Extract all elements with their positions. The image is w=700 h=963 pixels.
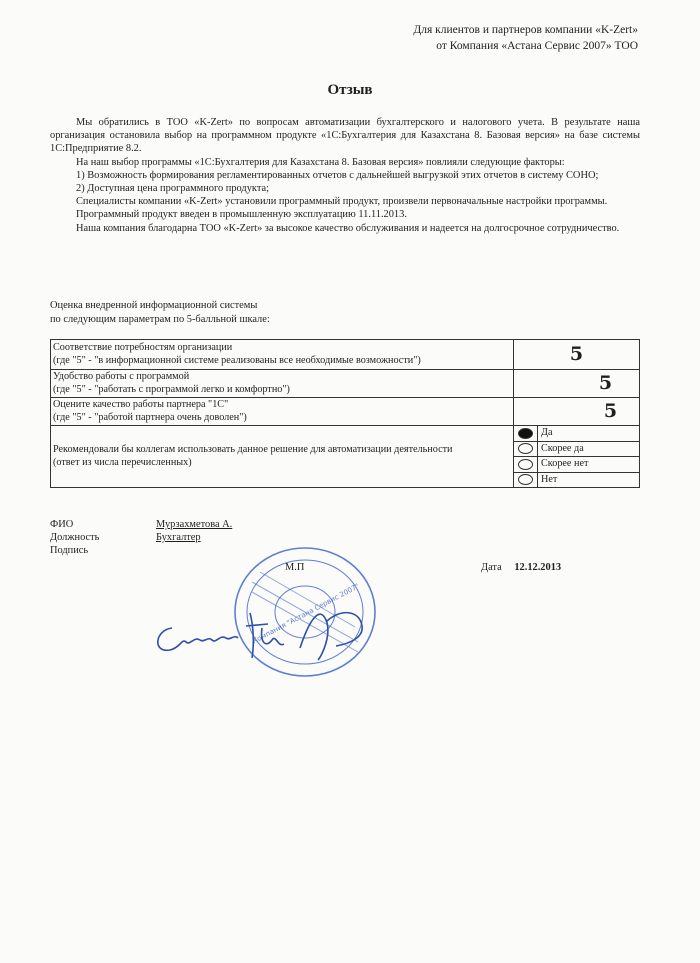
radio-unchecked-icon[interactable]	[518, 474, 533, 485]
option-label: Да	[537, 426, 639, 441]
criterion-cell	[51, 426, 514, 488]
option-label: Скорее да	[537, 442, 639, 457]
score-value: 5	[514, 398, 640, 426]
paragraph-6: Программный продукт введен в промышленную эксплуатацию 11.11.2013.	[76, 209, 407, 221]
criterion-cell	[51, 370, 514, 398]
radio-unchecked-icon[interactable]	[518, 443, 533, 454]
option-label: Нет	[537, 473, 639, 488]
option-yes[interactable]	[514, 426, 639, 442]
svg-text:Компания "Астана Сервис 2007": Компания "Астана Сервис 2007"	[251, 582, 361, 646]
addressee-line-1: Для клиентов и партнеров компании «K-Zert»	[413, 24, 638, 36]
criterion-note: (ответ из числа перечисленных)	[53, 456, 192, 468]
mp-label: М.П	[285, 562, 305, 573]
paragraph-5: Специалисты компании «K-Zert» установили программный продукт, произвели первоначальные настройки программы.	[76, 196, 608, 208]
option-rather-no[interactable]	[514, 457, 639, 473]
position-value: Бухгалтер	[156, 532, 201, 543]
option-rather-yes[interactable]	[514, 442, 639, 458]
signatory-block	[50, 518, 232, 557]
date-value: 12.12.2013	[514, 562, 562, 573]
fio-label: ФИО	[50, 519, 74, 530]
criterion-title: Удобство работы с программой	[53, 371, 190, 382]
date-label: Дата	[481, 562, 502, 573]
radio-unchecked-icon[interactable]	[518, 459, 533, 470]
paragraph-1: Мы обратились в ТОО «K-Zert» по вопросам автоматизации бухгалтерского и налогового учета. В результате наша организация остановила выбор на программном продукте «1С:Бухгалтерия для Казахстана 8. Базовая версия» на базе системы 1С:Предприятие 8.2.	[50, 117, 640, 155]
score-value: 5	[514, 370, 640, 398]
sign-label: Подпись	[50, 545, 89, 556]
paragraph-2: На наш выбор программы «1С:Бухгалтерия для Казахстана 8. Базовая версия» повлияли следующие факторы:	[76, 156, 565, 168]
position-label: Должность	[50, 532, 100, 543]
paragraph-4: 2) Доступная цена программного продукта;	[76, 183, 269, 195]
score-value: 5	[514, 340, 640, 370]
paragraph-7: Наша компания благодарна ТОО «K-Zert» за высокое качество обслуживания и надеется на долгосрочное сотрудничество.	[76, 222, 620, 234]
option-label: Скорее нет	[537, 457, 639, 472]
radio-checked-icon[interactable]	[518, 428, 533, 439]
criterion-cell	[51, 340, 514, 370]
document-title: Отзыв	[327, 82, 373, 98]
criterion-title: Соответствие потребностям организации	[53, 342, 233, 353]
sign-row	[50, 544, 232, 557]
criterion-title: Оцените качество работы партнера "1С"	[53, 399, 229, 410]
recommend-options	[514, 426, 640, 488]
evaluation-intro-line-1: Оценка внедренной информационной системы	[50, 300, 258, 311]
date-block	[481, 562, 561, 573]
evaluation-intro-line-2: по следующим параметрам по 5-балльной шкале:	[50, 313, 270, 325]
criterion-note: (где "5" - "работой партнера очень доволен")	[53, 411, 247, 423]
fio-row	[50, 518, 232, 531]
addressee-block	[413, 22, 638, 54]
review-body	[50, 116, 640, 235]
rating-row-recommend	[51, 426, 640, 488]
option-no[interactable]	[514, 473, 639, 488]
criterion-note: (где "5" - "работать с программой легко и комфортно")	[53, 383, 290, 395]
addressee-line-2: от Компания «Астана Сервис 2007» ТОО	[436, 40, 638, 52]
criterion-note: (где "5" - "в информационной системе реализованы все необходимые возможности")	[53, 354, 421, 366]
rating-row-partner	[51, 398, 640, 426]
criterion-cell	[51, 398, 514, 426]
rating-row-usability	[51, 370, 640, 398]
paragraph-3: 1) Возможность формирования регламентированных отчетов с дальнейшей выгрузкой этих отчетов в систему СОНО;	[76, 169, 599, 181]
fio-value: Мурзахметова А.	[156, 519, 233, 530]
rating-row-needs	[51, 340, 640, 370]
evaluation-intro	[50, 299, 270, 326]
position-row	[50, 531, 232, 544]
rating-table	[50, 339, 640, 488]
criterion-title: Рекомендовали бы коллегам использовать данное решение для автоматизации деятельности	[53, 444, 453, 455]
handwritten-signature-icon	[150, 598, 390, 673]
